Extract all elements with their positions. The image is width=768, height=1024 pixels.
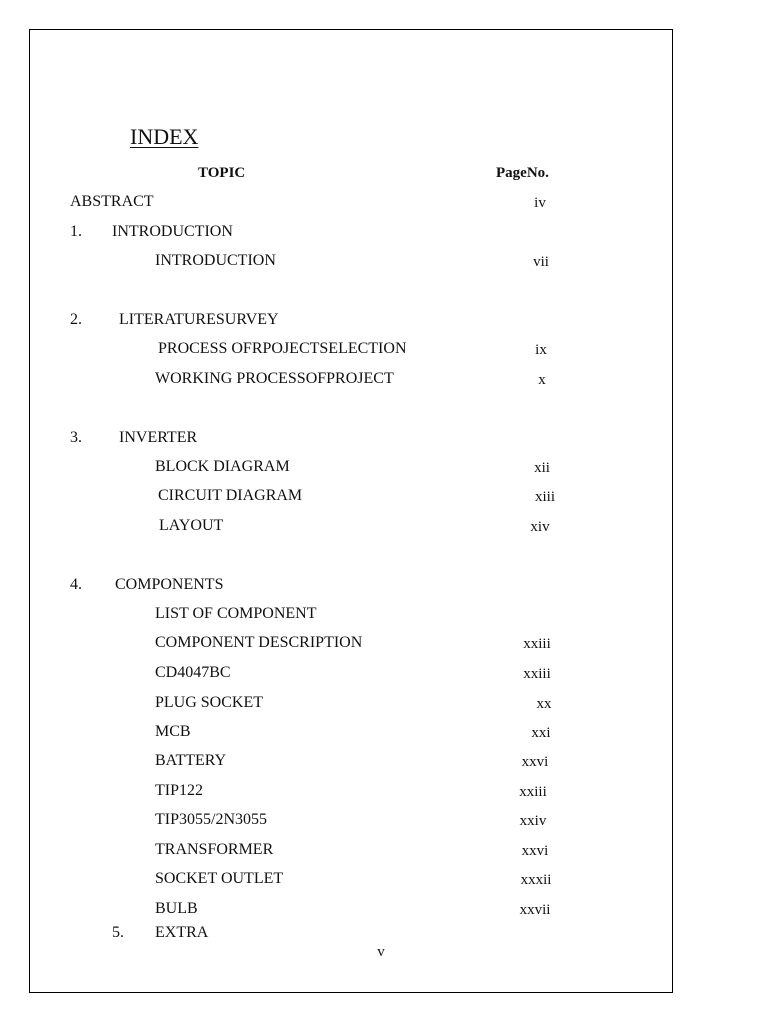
section-4-item-11-page: xxvii (519, 902, 551, 918)
section-5-label: EXTRA (155, 924, 209, 941)
section-3-item-3-label: LAYOUT (159, 517, 224, 534)
section-4-item-5-page: xxi (531, 725, 551, 741)
section-3-number: 3. (70, 429, 82, 446)
section-4-item-3-page: xxiii (523, 666, 551, 682)
section-4-item-6-page: xxvi (521, 754, 549, 770)
section-4-item-8-label: TIP3055/2N3055 (155, 811, 267, 828)
section-3-label: INVERTER (119, 429, 198, 446)
section-4-label: COMPONENTS (115, 576, 224, 593)
abstract-page: iv (534, 195, 546, 211)
section-4-item-10-page: xxxii (520, 872, 552, 888)
section-4-item-4-label: PLUG SOCKET (155, 694, 264, 711)
page-footer-number: v (377, 944, 385, 960)
section-4-item-4-page: xx (536, 696, 552, 712)
topic-column-header: TOPIC (198, 165, 246, 181)
document-page (29, 29, 673, 993)
section-4-item-2-label: COMPONENT DESCRIPTION (155, 634, 363, 651)
section-4-item-2-page: xxiii (523, 636, 551, 652)
section-1-item-1-page: vii (533, 254, 549, 270)
section-4-item-7-page: xxiii (519, 784, 547, 800)
section-2-label: LITERATURESURVEY (119, 311, 279, 328)
section-4-item-6-label: BATTERY (155, 752, 227, 769)
section-2-item-2-page: x (538, 372, 546, 388)
section-1-number: 1. (70, 223, 82, 240)
section-4-item-7-label: TIP122 (155, 782, 203, 799)
section-4-item-8-page: xxiv (519, 813, 547, 829)
section-3-item-2-label: CIRCUIT DIAGRAM (158, 487, 303, 504)
section-2-number: 2. (70, 311, 82, 328)
section-4-item-1-label: LIST OF COMPONENT (155, 605, 317, 622)
section-4-item-9-page: xxvi (521, 843, 549, 859)
section-3-item-3-page: xiv (530, 519, 550, 535)
page-number-column-header: PageNo. (496, 165, 549, 181)
section-1-item-1-label: INTRODUCTION (155, 252, 276, 269)
index-title: INDEX (130, 124, 199, 149)
section-4-item-10-label: SOCKET OUTLET (155, 870, 284, 887)
section-3-item-1-label: BLOCK DIAGRAM (155, 458, 290, 475)
section-4-item-9-label: TRANSFORMER (155, 841, 274, 858)
section-4-item-5-label: MCB (155, 723, 191, 740)
section-3-item-1-page: xii (534, 460, 550, 476)
section-3-item-2-page: xiii (534, 489, 555, 505)
section-4-item-3-label: CD4047BC (155, 664, 231, 681)
section-5-number: 5. (112, 924, 124, 941)
section-4-number: 4. (70, 576, 82, 593)
abstract-label: ABSTRACT (70, 193, 154, 210)
section-2-item-1-page: ix (535, 342, 547, 358)
section-1-label: INTRODUCTION (112, 223, 233, 240)
section-2-item-2-label: WORKING PROCESSOFPROJECT (155, 370, 394, 387)
section-2-item-1-label: PROCESS OFRPOJECTSELECTION (158, 340, 407, 357)
section-4-item-11-label: BULB (155, 900, 198, 917)
